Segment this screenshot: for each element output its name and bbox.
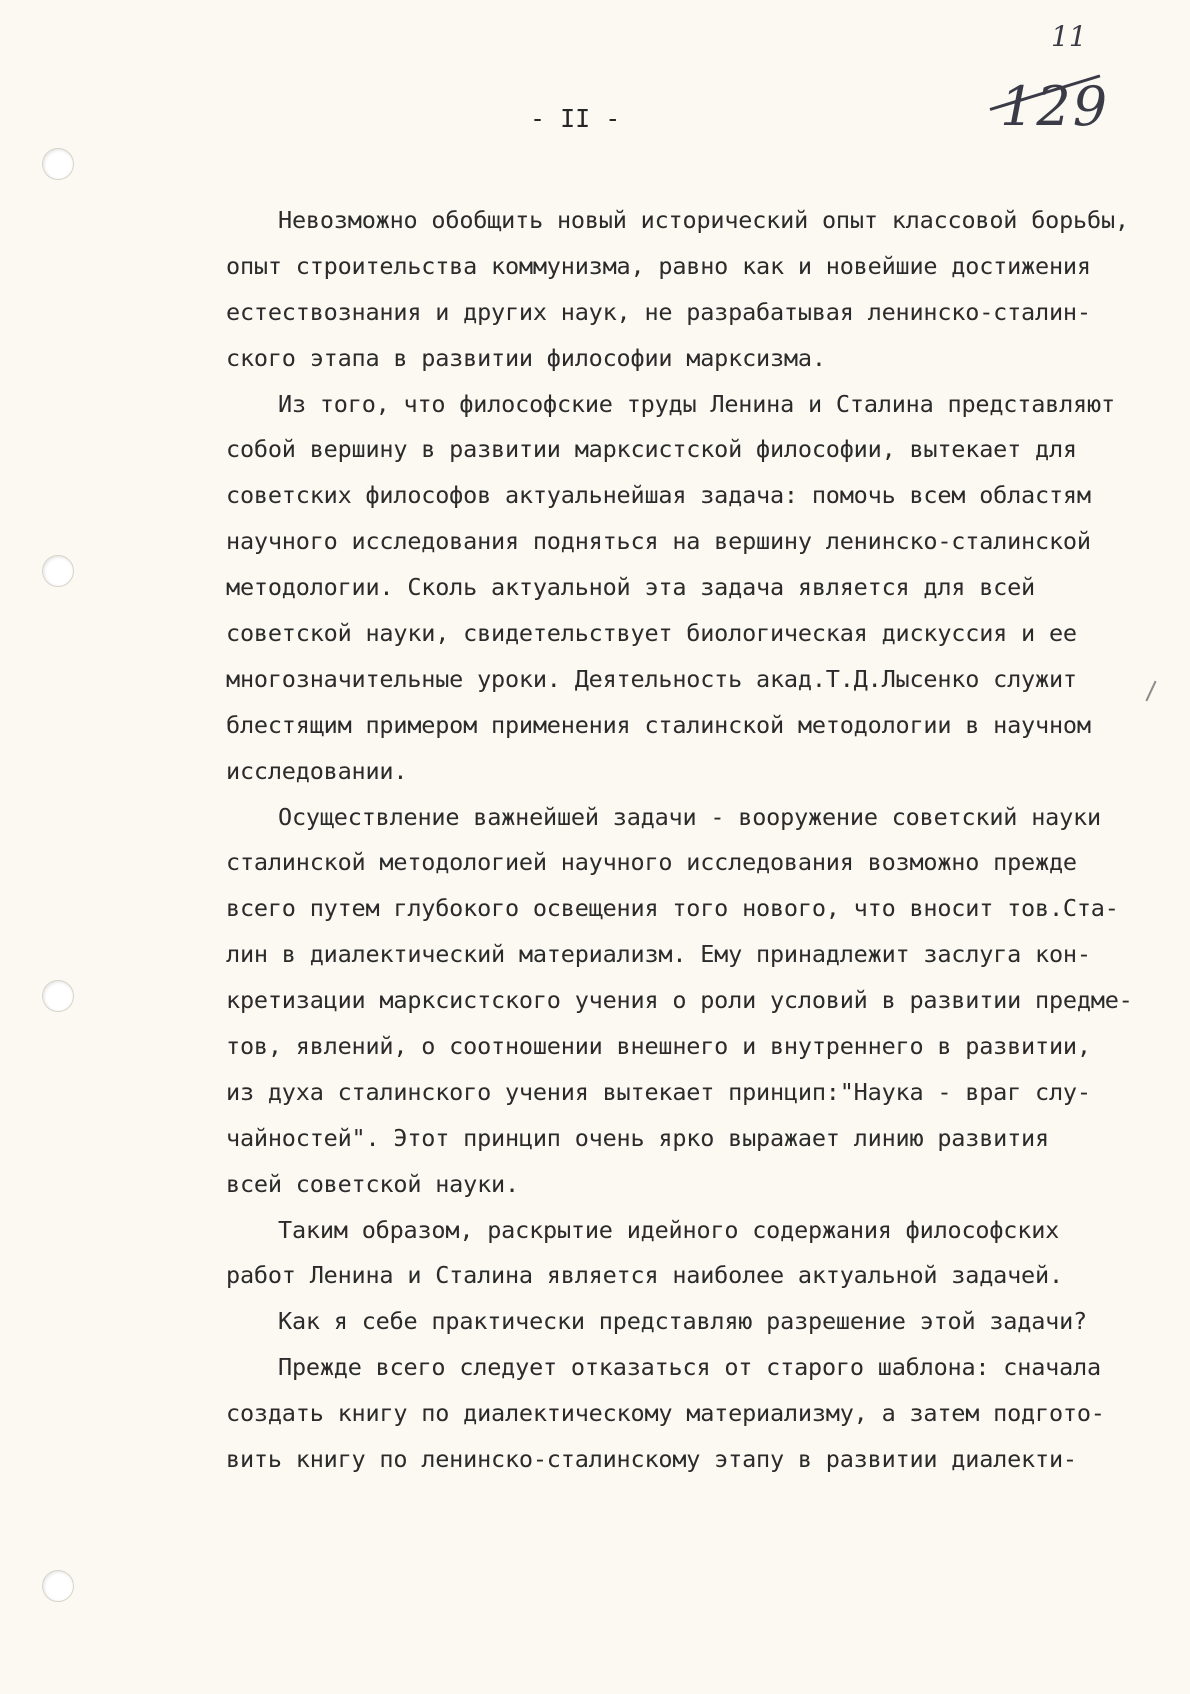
text-line: Осуществление важнейшей задачи - вооружение советский науки bbox=[278, 802, 1101, 831]
text-line: сталинской методологией научного исследования возможно прежде bbox=[226, 848, 1077, 877]
text-line: вить книгу по ленинско-сталинскому этапу в развитии диалекти- bbox=[226, 1445, 1077, 1474]
punch-hole-middle bbox=[42, 555, 74, 587]
typewritten-text bbox=[226, 198, 1176, 1483]
text-line: собой вершину в развитии марксистской философии, вытекает для bbox=[226, 435, 1077, 464]
text-line: работ Ленина и Сталина является наиболее актуальной задачей. bbox=[226, 1261, 1063, 1290]
text-line: научного исследования подняться на вершину ленинско-сталинской bbox=[226, 527, 1091, 556]
text-line: создать книгу по диалектическому материализму, а затем подгото- bbox=[226, 1399, 1105, 1428]
text-line: из духа сталинского учения вытекает принцип:"Наука - враг слу- bbox=[226, 1077, 1091, 1106]
text-line: всей советской науки. bbox=[226, 1169, 519, 1198]
archive-sheet-number-crossed: 129 bbox=[1000, 75, 1110, 138]
punch-hole-top bbox=[42, 148, 74, 180]
text-line: лин в диалектический материализм. Ему принадлежит заслуга кон- bbox=[226, 940, 1091, 969]
text-line: ского этапа в развитии философии марксизма. bbox=[226, 343, 826, 372]
text-line: опыт строительства коммунизма, равно как и новейшие достижения bbox=[226, 251, 1091, 280]
archive-sheet-number: 11 bbox=[1051, 20, 1087, 53]
text-line: кретизации марксистского учения о роли условий в развитии предме- bbox=[226, 986, 1133, 1015]
text-line: Как я себе практически представляю разрешение этой задачи? bbox=[278, 1307, 1087, 1336]
text-line: исследовании. bbox=[226, 756, 408, 785]
text-line: чайностей". Этот принцип очень ярко выражает линию развития bbox=[226, 1123, 1049, 1152]
text-line: многозначительные уроки. Деятельность акад.Т.Д.Лысенко служит bbox=[226, 664, 1077, 693]
punch-hole-bottom bbox=[42, 1570, 74, 1602]
text-line: естествознания и других наук, не разрабатывая ленинско-сталин- bbox=[226, 297, 1091, 326]
text-line: Из того, что философские труды Ленина и Сталина представляют bbox=[278, 389, 1115, 418]
text-line: тов, явлений, о соотношении внешнего и внутреннего в развитии, bbox=[226, 1032, 1091, 1061]
text-line: советских философов актуальнейшая задача: помочь всем областям bbox=[226, 481, 1091, 510]
text-line: Невозможно обобщить новый исторический опыт классовой борьбы, bbox=[278, 206, 1129, 234]
text-line: всего путем глубокого освещения того нового, что вносит тов.Ста- bbox=[226, 894, 1119, 923]
punch-hole-lower bbox=[42, 980, 74, 1012]
page-number: - II - bbox=[530, 104, 621, 133]
text-line: советской науки, свидетельствует биологическая дискуссия и ее bbox=[226, 619, 1077, 648]
text-line: методологии. Сколь актуальной эта задача является для всей bbox=[226, 573, 1035, 602]
text-line: Таким образом, раскрытие идейного содержания философских bbox=[278, 1215, 1060, 1244]
text-line: блестящим примером применения сталинской методологии в научном bbox=[226, 710, 1091, 739]
text-line: Прежде всего следует отказаться от старого шаблона: сначала bbox=[278, 1353, 1101, 1382]
